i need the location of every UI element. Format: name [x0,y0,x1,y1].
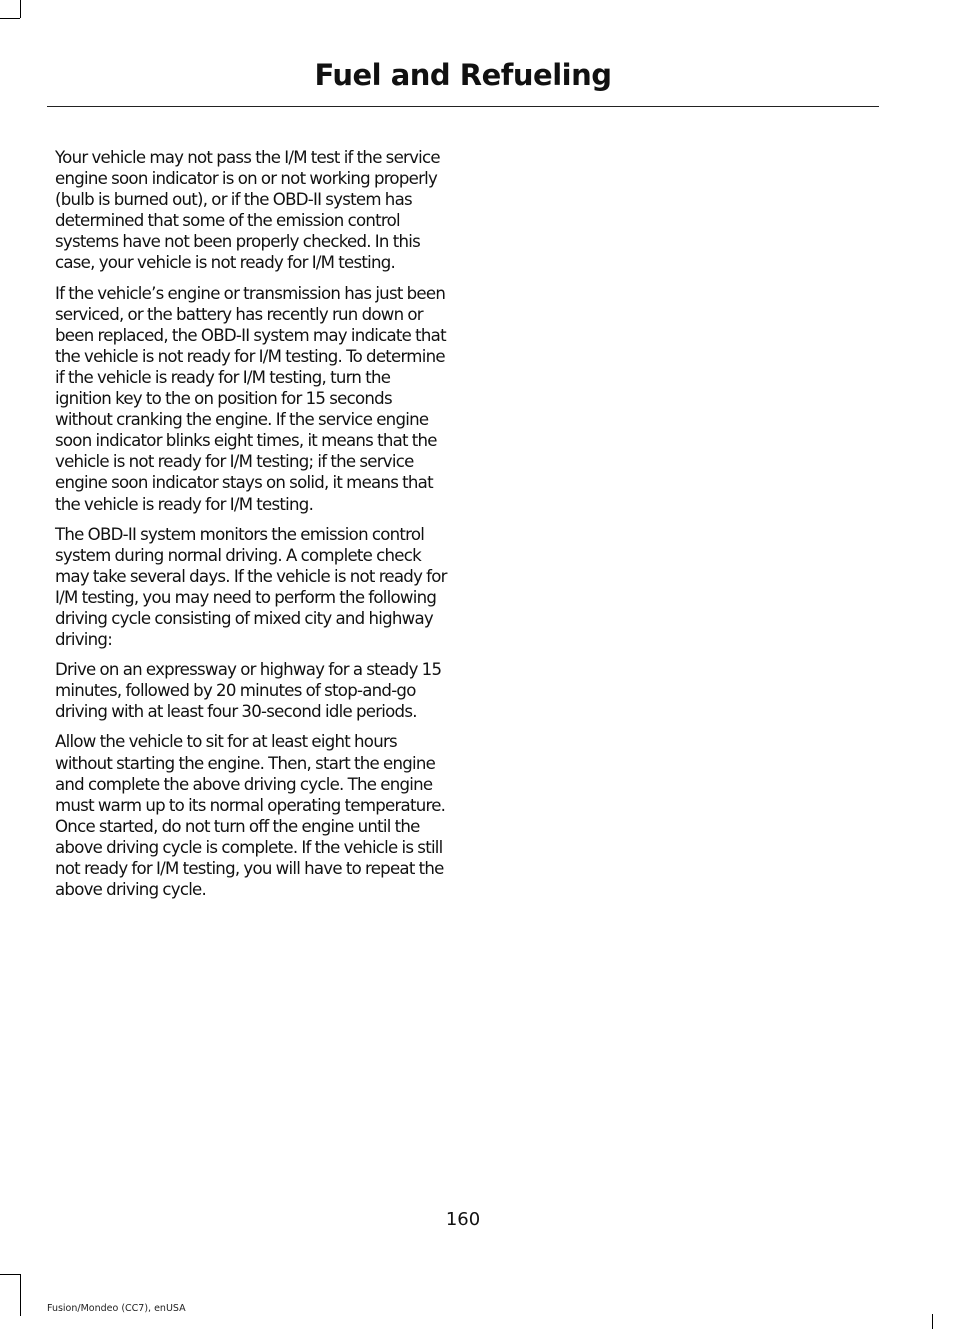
crop-mark-bottom-left-vertical [20,1274,21,1316]
paragraph-sit-overnight: Allow the vehicle to sit for at least eight hours without starting the engine. Then, start the engine and complete the above driving cycle. The engine must warm up to its normal operating temperature. Once started, do not turn off the engine until the above driving cycle is complete. If the vehicle is still not ready for I/M testing, you will have to repeat the above driving cycle. [55,732,446,900]
crop-mark-top-left-vertical [20,0,21,18]
crop-mark-top-left-horizontal [0,18,20,19]
paragraph-im-test-failure: Your vehicle may not pass the I/M test if the service engine soon indicator is on or not working properly (bulb is burned out), or if the OBD-II system has determined that some of the emission control systems have not been properly checked. In this case, your vehicle is not ready for I/M testing. [55,148,440,273]
body-text-column [55,147,447,909]
page-number: 160 [445,1209,481,1230]
paragraph-recent-service: If the vehicle’s engine or transmission has just been serviced, or the battery has recently run down or been replaced, the OBD-II system may indicate that the vehicle is not ready for I/M testing. To determine if the vehicle is ready for I/M testing, turn the ignition key to the on position for 15 seconds without cranking the engine. If the service engine soon indicator blinks eight times, it means that the vehicle is not ready for I/M testing; if the service engine soon indicator stays on solid, it means that the vehicle is ready for I/M testing. [55,283,446,514]
document-identifier: Fusion/Mondeo (CC7), enUSA [47,1303,186,1314]
title-divider [47,106,879,107]
crop-mark-bottom-left-horizontal [0,1274,20,1275]
paragraph-expressway-drive: Drive on an expressway or highway for a steady 15 minutes, followed by 20 minutes of stop-and-go driving with at least four 30-second idle periods. [55,660,442,722]
crop-mark-bottom-right-vertical [932,1314,933,1329]
paragraph-obd-monitoring: The OBD-II system monitors the emission control system during normal driving. A complete check may take several days. If the vehicle is not ready for I/M testing, you may need to perform the following driving cycle consisting of mixed city and highway driving: [55,524,447,650]
page-title: Fuel and Refueling [314,58,612,92]
